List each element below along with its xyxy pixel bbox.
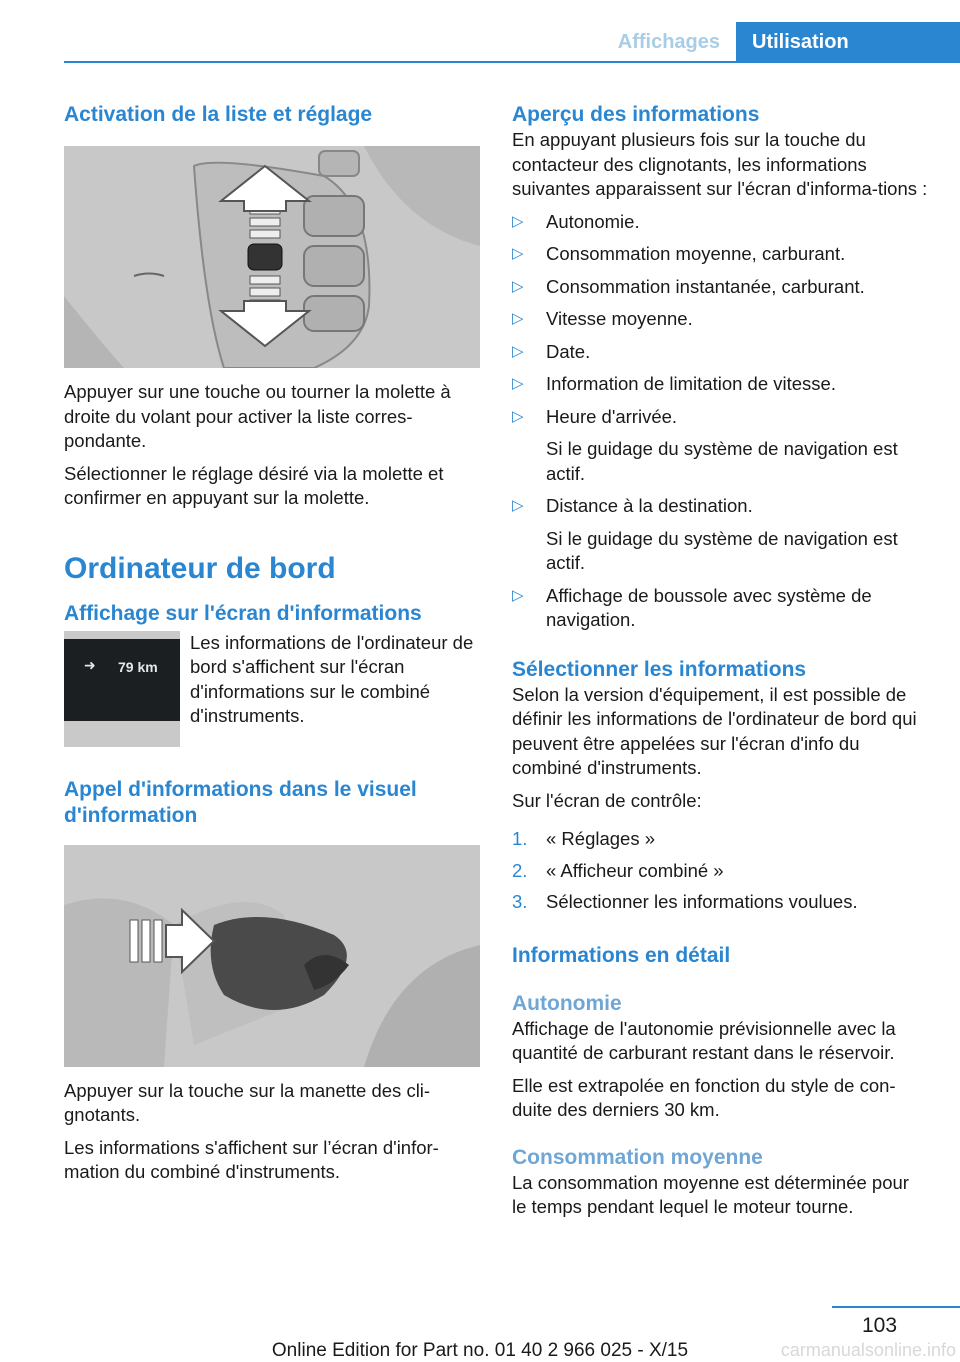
heading-consommation: Consommation moyenne <box>512 1145 763 1169</box>
list-item-note: Si le guidage du système de navigation est actif. <box>546 438 898 484</box>
header-rule <box>64 61 960 63</box>
list-item: 2. « Afficheur combiné » <box>512 859 724 881</box>
bullet-triangle-icon: ▷ <box>512 245 524 262</box>
page-header <box>592 22 960 62</box>
list-item: 3. Sélectionner les informations voulues. <box>512 891 858 912</box>
paragraph-appel-2: Les informations s'affichent sur l’écran d'infor‐mation du combiné d'instruments. <box>64 1136 439 1182</box>
bullet-triangle-icon: ▷ <box>512 212 524 230</box>
edition-note: Online Edition for Part no. 01 40 2 966 025 - X/15 <box>271 1340 689 1361</box>
heading-autonomie: Autonomie <box>512 991 622 1015</box>
bullet-triangle-icon: ▷ <box>512 375 524 392</box>
list-item: ▷ Affichage de boussole avec système de navigation. <box>512 584 872 630</box>
header-tab-utilisation: Utilisation <box>736 22 960 62</box>
heading-details: Informations en détail <box>512 943 731 967</box>
paragraph-autonomie-2: Elle est extrapolée en fonction du style de con‐duite des derniers 30 km. <box>512 1074 896 1120</box>
list-item: ▷ Vitesse moyenne. <box>512 307 928 332</box>
range-icon: ➜ <box>84 656 96 673</box>
list-item: ▷ Information de limitation de vitesse. <box>512 372 928 397</box>
paragraph-autonomie-1: Affichage de l'autonomie prévisionnelle avec la quantité de carburant restant dans le réservoir. <box>512 1017 896 1063</box>
paragraph-appel-1: Appuyer sur la touche sur la manette des cli‐gnotants. <box>64 1079 431 1125</box>
display-value: 79 km <box>118 658 158 675</box>
steps-list <box>512 827 928 915</box>
bullet-triangle-icon: ▷ <box>512 407 524 425</box>
list-item-note: Si le guidage du système de navigation est actif. <box>546 527 898 573</box>
bullet-triangle-icon: ▷ <box>512 497 524 514</box>
list-item: ▷ Consommation instantanée, carburant. <box>512 275 928 300</box>
paragraph-ecran: Sur l'écran de contrôle: <box>512 789 702 811</box>
heading-ordinateur: Ordinateur de bord <box>64 551 336 585</box>
heading-apercu: Aperçu des informations <box>512 103 760 126</box>
heading-activation: Activation de la liste et réglage <box>64 103 373 126</box>
bullet-triangle-icon: ▷ <box>512 310 524 327</box>
list-item: ▷ Date. <box>512 340 928 365</box>
list-item: 1. « Réglages » <box>512 828 656 849</box>
list-item: ▷ Distance à la destination. Si le guidage du système de navigation est actif. <box>512 494 928 576</box>
right-column <box>512 100 928 1220</box>
paragraph-selectionner: Selon la version d'équipement, il est possible de définir les informations de l'ordinateur de bord qui peuvent être appelées sur l'écran d'info du combiné d'instruments. <box>512 683 917 778</box>
heading-appel: Appel d'informations dans le visuel d'information <box>64 777 417 827</box>
header-tab-affichages: Affichages <box>617 31 720 53</box>
footer-rule <box>832 1306 960 1308</box>
turn-signal-lever-icon <box>64 845 480 1067</box>
info-list <box>512 210 928 633</box>
paragraph-activation-1: Appuyer sur une touche ou tourner la molette à droite du volant pour activer la liste corres‐pondante. <box>64 381 451 451</box>
list-item: ▷ Autonomie. <box>512 210 928 235</box>
heading-selectionner: Sélectionner les informations <box>512 657 807 681</box>
watermark: carmanualsonline.info <box>780 1340 956 1360</box>
turn-signal-lever-illustration <box>64 845 480 1067</box>
paragraph-apercu: En appuyant plusieurs fois sur la touche du contacteur des clignotants, les informations suivantes apparaissent sur l'écran d'informa‐tions : <box>512 129 928 199</box>
paragraph-activation-2: Sélectionner le réglage désiré via la molette et confirmer en appuyant sur la molette. <box>64 462 444 508</box>
bullet-triangle-icon: ▷ <box>512 342 524 360</box>
list-item: ▷ Heure d'arrivée. Si le guidage du système de navigation est actif. <box>512 405 928 487</box>
left-column <box>64 100 480 1185</box>
paragraph-consommation: La consommation moyenne est déterminée pour le temps pendant lequel le moteur tourne. <box>512 1171 909 1217</box>
bullet-triangle-icon: ▷ <box>512 277 524 295</box>
display-screen <box>64 639 180 721</box>
steering-wheel-illustration <box>64 146 480 368</box>
affichage-block <box>64 631 480 747</box>
bullet-triangle-icon: ▷ <box>512 586 524 604</box>
heading-affichage: Affichage sur l'écran d'informations <box>64 601 422 625</box>
steering-wheel-icon <box>64 146 480 368</box>
list-item: ▷ Consommation moyenne, carburant. <box>512 242 928 267</box>
page-number: 103 <box>862 1314 898 1337</box>
paragraph-affichage: Les informations de l'ordinateur de bord s'affichent sur l'écran d'informations sur le combiné d'instruments. <box>190 631 474 726</box>
display-illustration <box>64 631 180 747</box>
